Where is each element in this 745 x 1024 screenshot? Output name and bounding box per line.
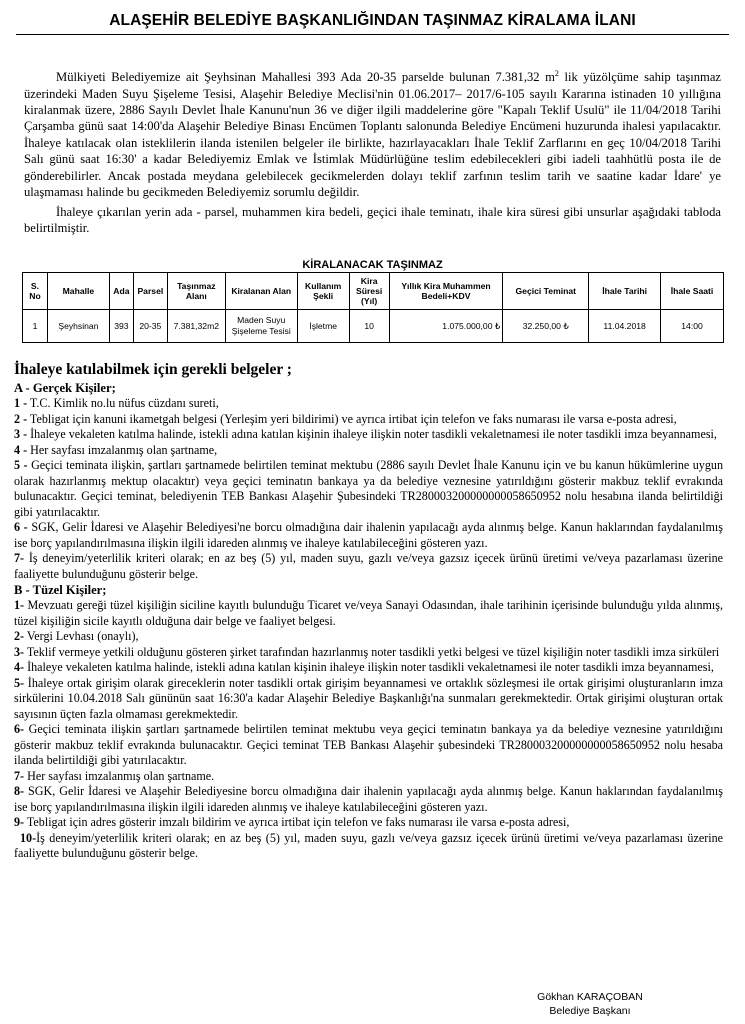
list-item: [14, 520, 723, 551]
table-cell: 393: [109, 310, 133, 343]
intro-paragraph: [24, 66, 721, 200]
item-text: SGK, Gelir İdaresi ve Alaşehir Belediyesine borcu olmadığına dair ihalenin yapılacağı ayda alınmış belge. Kanun haklarından faydalanılmış ise borç yapılandırılmasına ilişkin ilgili idareden alınmış ve ihaleye katılabileceğini gösteren yazı.: [14, 784, 723, 814]
list-item: [14, 815, 723, 831]
col-header: Geçici Teminat: [503, 273, 589, 310]
col-header: Kira Süresi (Yıl): [349, 273, 389, 310]
item-text: Vergi Levhası (onaylı),: [24, 629, 139, 643]
item-number: 9-: [14, 815, 25, 829]
page-title: ALAŞEHİR BELEDİYE BAŞKANLIĞINDAN TAŞINMAZ KİRALAMA İLANI: [109, 12, 636, 29]
item-number: 4 -: [14, 442, 28, 457]
list-item: [14, 396, 723, 412]
item-text: T.C. Kimlik no.lu nüfus cüzdanı sureti,: [27, 396, 219, 410]
table-cell: 14:00: [661, 310, 724, 343]
col-header: Parsel: [133, 273, 167, 310]
col-header: İhale Tarihi: [589, 273, 661, 310]
table-title: KİRALANACAK TAŞINMAZ: [302, 259, 443, 271]
table-header-row: [23, 273, 724, 310]
list-item: [14, 458, 723, 520]
signer-name: Gökhan KARAÇOBAN: [537, 991, 643, 1003]
list-item: [14, 769, 723, 785]
col-header: Kiralanan Alan: [225, 273, 297, 310]
item-number: 3-: [14, 644, 25, 659]
square-superscript: 2: [554, 69, 559, 78]
table-cell: 20-35: [133, 310, 167, 343]
item-number: 1 -: [14, 396, 28, 410]
table-cell: 32.250,00 ₺: [503, 310, 589, 343]
section-a-list: [14, 396, 723, 582]
list-item: [14, 831, 723, 862]
item-number: 8-: [14, 784, 25, 798]
item-text: Tebligat için adres gösterir imzalı bildirim ve ayrıca irtibat için telefon ve faks numarası ile varsa e-posta adresi,: [24, 815, 570, 829]
item-text: Teklif vermeye yetkili olduğunu gösteren şirket tarafından hazırlanmış noter tasdikli yetki belgesi ve tüzel kişiliğin noter tasdikli imza sirküleri: [24, 644, 720, 659]
table-intro-paragraph: İhaleye çıkarılan yerin ada - parsel, muhammen kira bedeli, geçici ihale teminatı, ihale kira süresi gibi unsurlar aşağıdaki tabloda belirtilmiştir.: [24, 205, 721, 236]
item-text: İhaleye vekaleten katılma halinde, istekli adına katılan kişinin ihaleye ilişkin noter tasdikli vekaletnamesi ile noter tasdikli imza beyannamesi,: [24, 660, 714, 674]
section-a-heading: A - Gerçek Kişiler;: [14, 381, 116, 395]
list-item: [14, 645, 723, 661]
section-b-list: [14, 598, 723, 862]
item-text: İhaleye ortak girişim olarak gireceklerin noter tasdikli ortak girişim beyannamesi ve ortaklık sözleşmesi ile ortak girişimi oluşturanların imza sirkülerini 10.04.2018 Salı gününün saat 16:30'a kadar Alaşehir Belediye Başkanlığı'na sunmaları gerekmektedir. Ortak girişimi oluşturan ortak sayısının üçten fazla olmaması gerekmektedir.: [14, 675, 723, 721]
item-text: İş deneyim/yeterlilik kriteri olarak; en az beş (5) yıl, maden suyu, gazlı ve/veya gazsız içecek ürünü üretimi ve/veya pazarlaması üzerine faaliyette bulunduğunu gösterir belge.: [14, 551, 723, 581]
list-item: [14, 660, 723, 676]
col-header: Mahalle: [47, 273, 109, 310]
item-text: İş deneyim/yeterlilik kriteri olarak; en az beş (5) yıl, maden suyu, gazlı ve/veya gazsız içecek ürünü üretimi ve/veya pazarlaması üzerine faaliyette bulunduğunu gösterir belge.: [14, 830, 723, 860]
list-item: [14, 551, 723, 582]
section-b-heading: B - Tüzel Kişiler;: [14, 583, 107, 597]
list-item: [14, 722, 723, 769]
table-cell: Şeyhsinan: [47, 310, 109, 343]
table-cell: 7.381,32m2: [167, 310, 225, 343]
table-cell: 1.075.000,00 ₺: [389, 310, 503, 343]
list-item: [14, 676, 723, 723]
list-item: [14, 598, 723, 629]
item-number: 7-: [14, 768, 25, 783]
item-text: Geçici teminata ilişkin şartları şartnamede belirtilen teminat mektubu veya geçici teminatın bankaya ya da belediye veznesine yatırıldığını gösterir makbuz teklif evrakında bulunacaktır. Geçici teminat TEB Bankası Alaşehir şubesindeki TR280003200000000058650952 nolu hesaba ilanda belirtildiği gibi yatırılacaktır.: [14, 722, 723, 767]
list-item: [14, 443, 723, 459]
item-text: SGK, Gelir İdaresi ve Alaşehir Belediyesi'ne borcu olmadığına dair ihalenin yapılacağı ayda alınmış belge. Kanun haklarından faydalanılmış ise borç yapılandırılmasına ilişkin ilgili idareden alınmış ve ihaleye katılabileceğini gösteren yazı.: [14, 520, 723, 550]
col-header: S. No: [23, 273, 48, 310]
col-header: Ada: [109, 273, 133, 310]
item-text: Her sayfası imzalanmış olan şartname.: [24, 768, 215, 783]
item-number: 5-: [14, 675, 25, 690]
intro-text-start: Mülkiyeti Belediyemize ait Şeyhsinan Mahallesi 393 Ada 20-35 parselde bulunan 7.381,32 m: [56, 70, 555, 85]
item-number: 1-: [14, 598, 25, 612]
title-underline: [16, 34, 729, 35]
item-number: 2-: [14, 629, 25, 643]
col-header: Taşınmaz Alanı: [167, 273, 225, 310]
item-text: Her sayfası imzalanmış olan şartname,: [27, 442, 218, 457]
list-item: [14, 629, 723, 645]
col-header: Yıllık Kira Muhammen Bedeli+KDV: [389, 273, 503, 310]
item-number: 10-: [20, 830, 37, 845]
item-number: 6 -: [14, 520, 28, 534]
table-cell: 1: [23, 310, 48, 343]
table-cell: 10: [349, 310, 389, 343]
item-number: 2 -: [14, 411, 28, 426]
item-number: 4-: [14, 660, 25, 674]
list-item: [14, 412, 723, 428]
signer-role: Belediye Başkanı: [549, 1005, 631, 1017]
signature-block: [520, 990, 660, 1018]
table-cell: Maden Suyu Şişeleme Tesisi: [225, 310, 297, 343]
item-text: Geçici teminata ilişkin, şartları şartnamede belirtilen teminat mektubu (2886 sayılı Devlet İhale Kanunu için ve bu kanun hükümlerine uygun olarak hazırlanmış mektup olacaktır) veya geçici teminatın bankaya ya da belediye veznesine yatırıldığını gösterir makbuz teklif evrakında bulunacaktır. Geçici teminat, belediyenin TEB Bankası Alaşehir Şubesindeki TR280003200000000058650952 nolu hesabına ilanda belirtildiği gibi yatırılacaktır.: [14, 458, 723, 519]
list-item: [14, 427, 723, 443]
item-number: 5 -: [14, 458, 28, 472]
list-item: [14, 784, 723, 815]
table-row: [23, 310, 724, 343]
item-text: Tebligat için kanuni ikametgah belgesi (Yerleşim yeri bildirimi) ve ayrıca irtibat için telefon ve faks numarası ile varsa e-posta adresi,: [27, 411, 677, 426]
item-text: Mevzuatı gereği tüzel kişiliğin siciline kayıtlı bulunduğu Ticaret ve/veya Sanayi Odasından, ihale tarihinin içerisinde bulunduğu yılda alınmış, tüzel kişiliğin sicile kayıtlı olduğuna dair belge ve faaliyet belgesi.: [14, 598, 723, 628]
intro-text-rest: lik yüzölçüme sahip taşınmaz üzerindeki Maden Suyu Şişeleme Tesisi, Alaşehir Belediye Meclisi'nin 01.06.2017– 2017/6-105 sayılı Kararına istinaden 10 yıllığına kiralanmak üzere, 2886 Sayılı Devlet İhale Kanunu'nun 36 ve diğer ilgili maddelerine göre "Kapalı Teklif Usulü" ile 11/04/2018 Tarihi Çarşamba günü saat 14:00'da Alaşehir Belediye Binası Encümen Toplantı salonunda Belediye Encümeni huzurunda ihalesi yapılacaktır. İhaleye katılacak olan isteklilerin ilanda istenilen belgeler ile birlikte, hazırlayacakları İhale Teklif Zarflarını en geç 10/04/2018 Tarihi Salı günü saat 16:30' a kadar Belediyemiz Emlak ve İstimlak Müdürlüğüne teslim edebilecekleri gibi iadeli taahhütlü posta ile de gönderebilirler. Ancak postada meydana gelebilecek gecikmelerden dolayı teklif zarfının teslim tarih ve saatine kadar İdare' ye ulaşmaması halinde bu gecikmeden Belediyemiz sorumlu değildir.: [24, 70, 722, 200]
item-number: 7-: [14, 551, 25, 565]
item-number: 3 -: [14, 427, 28, 441]
item-text: İhaleye vekaleten katılma halinde, istekli adına katılan kişinin ihaleye ilişkin noter tasdikli vekaletnamesi ile noter tasdikli imza beyannamesi,: [27, 427, 717, 441]
item-number: 6-: [14, 722, 25, 736]
property-table: [22, 272, 724, 343]
table-cell: İşletme: [297, 310, 349, 343]
table-cell: 11.04.2018: [589, 310, 661, 343]
col-header: Kullanım Şekli: [297, 273, 349, 310]
documents-heading: İhaleye katılabilmek için gerekli belgeler ;: [14, 361, 292, 378]
col-header: İhale Saati: [661, 273, 724, 310]
required-documents: [14, 360, 723, 862]
